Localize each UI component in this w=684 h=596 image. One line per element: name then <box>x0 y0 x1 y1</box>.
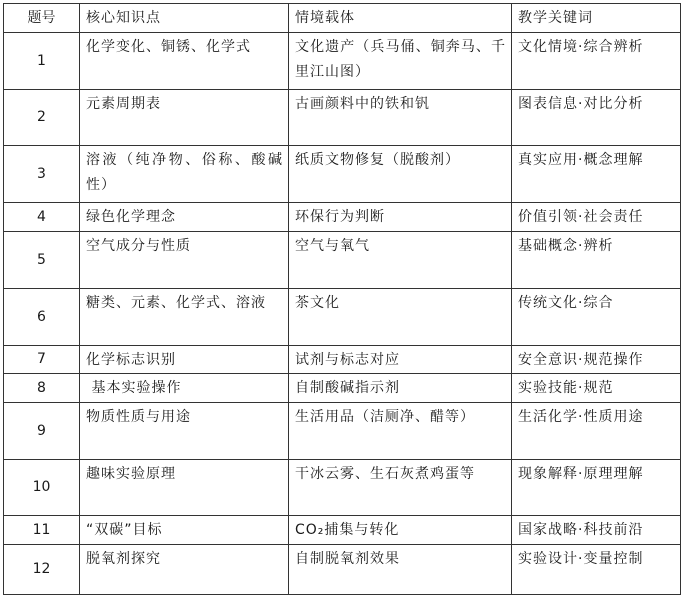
knowledge-cell <box>80 146 289 203</box>
table-row <box>4 403 681 460</box>
knowledge-cell: 元素周期表 <box>80 90 289 146</box>
question-number: 5 <box>4 232 80 289</box>
table-row <box>4 90 681 146</box>
knowledge-text: 糖类、元素、化学式、溶液 <box>86 295 266 311</box>
keywords-cell: 传统文化·综合 <box>512 289 681 346</box>
table-row <box>4 232 681 289</box>
question-number: 11 <box>4 516 80 545</box>
keywords-cell: 基础概念·辨析 <box>512 232 681 289</box>
question-number: 8 <box>4 374 80 403</box>
knowledge-cell: 基本实验操作 <box>80 374 289 403</box>
table-row <box>4 346 681 374</box>
context-cell: 生活用品（洁厕净、醋等） <box>289 403 512 460</box>
keywords-cell: 图表信息·对比分析 <box>512 90 681 146</box>
knowledge-cell: 脱氧剂探究 <box>80 545 289 595</box>
keywords-cell: 价值引领·社会责任 <box>512 203 681 232</box>
context-cell: 空气与氧气 <box>289 232 512 289</box>
context-cell: 纸质文物修复（脱酸剂） <box>289 146 512 203</box>
question-number: 2 <box>4 90 80 146</box>
keywords-cell: 生活化学·性质用途 <box>512 403 681 460</box>
keywords-cell: 文化情境·综合辨析 <box>512 33 681 90</box>
knowledge-cell: 绿色化学理念 <box>80 203 289 232</box>
knowledge-text: 溶液（纯净物、俗称、酸碱性） <box>86 152 283 193</box>
header-teaching-keywords: 教学关键词 <box>512 4 681 33</box>
knowledge-cell: 趣味实验原理 <box>80 460 289 516</box>
context-cell: 自制脱氧剂效果 <box>289 545 512 595</box>
context-cell: 古画颜料中的铁和钒 <box>289 90 512 146</box>
knowledge-cell: 化学标志识别 <box>80 346 289 374</box>
question-number: 3 <box>4 146 80 203</box>
knowledge-cell <box>80 33 289 90</box>
header-context-carrier: 情境载体 <box>289 4 512 33</box>
question-number: 4 <box>4 203 80 232</box>
context-text: 文化遗产（兵马俑、铜奔马、千里江山图） <box>295 39 506 80</box>
context-cell <box>289 33 512 90</box>
table-row <box>4 33 681 90</box>
context-cell: 环保行为判断 <box>289 203 512 232</box>
keywords-cell: 安全意识·规范操作 <box>512 346 681 374</box>
header-core-knowledge: 核心知识点 <box>80 4 289 33</box>
header-question-number: 题号 <box>4 4 80 33</box>
question-number: 10 <box>4 460 80 516</box>
question-number: 7 <box>4 346 80 374</box>
question-number: 12 <box>4 545 80 595</box>
keywords-cell: 实验设计·变量控制 <box>512 545 681 595</box>
knowledge-cell: 空气成分与性质 <box>80 232 289 289</box>
knowledge-cell: “双碳”目标 <box>80 516 289 545</box>
table-row <box>4 289 681 346</box>
question-number: 9 <box>4 403 80 460</box>
table-row <box>4 374 681 403</box>
table-row <box>4 146 681 203</box>
context-cell: 试剂与标志对应 <box>289 346 512 374</box>
question-number: 1 <box>4 33 80 90</box>
context-cell: CO₂捕集与转化 <box>289 516 512 545</box>
context-cell: 干冰云雾、生石灰煮鸡蛋等 <box>289 460 512 516</box>
context-cell: 自制酸碱指示剂 <box>289 374 512 403</box>
knowledge-cell <box>80 289 289 346</box>
table-row <box>4 545 681 595</box>
table-row <box>4 203 681 232</box>
keywords-cell: 真实应用·概念理解 <box>512 146 681 203</box>
table-row <box>4 460 681 516</box>
table-row <box>4 516 681 545</box>
context-cell: 茶文化 <box>289 289 512 346</box>
summary-table <box>3 3 681 595</box>
knowledge-text: 化学变化、铜锈、化学式 <box>86 39 251 55</box>
knowledge-cell: 物质性质与用途 <box>80 403 289 460</box>
keywords-cell: 实验技能·规范 <box>512 374 681 403</box>
keywords-cell: 现象解释·原理理解 <box>512 460 681 516</box>
table-header-row <box>4 4 681 33</box>
keywords-cell: 国家战略·科技前沿 <box>512 516 681 545</box>
question-number: 6 <box>4 289 80 346</box>
